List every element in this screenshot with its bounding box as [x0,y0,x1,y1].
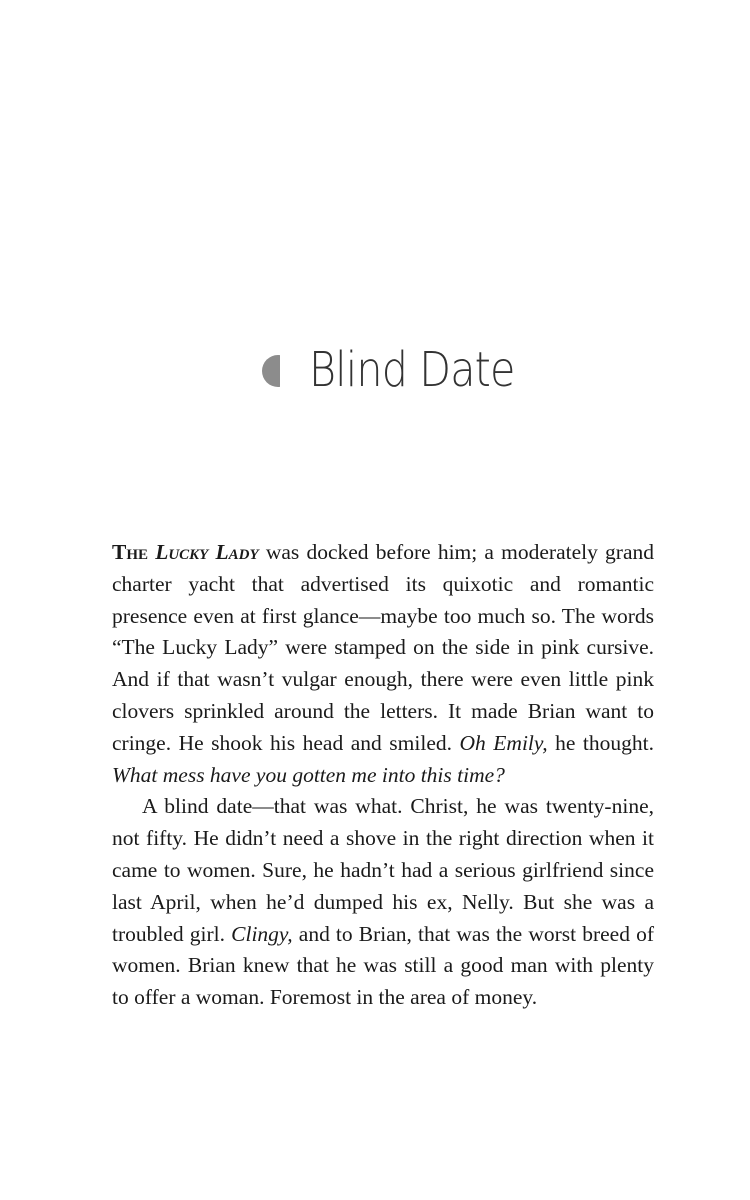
paragraph-2-text-1: A blind date—that was what. Christ, he was twenty-nine, not fifty. He didn’t need a shove in the right direction when it came to women. Sure, he hadn’t had a serious girlfriend since last April, when he’d dumped his ex, Nelly. But she was a troubled girl. [112,794,654,946]
paragraph-1-text-2: he thought. [547,730,654,755]
paragraph-1-italic-2: What mess have you gotten me into this time? [112,762,505,787]
paragraph-2-text-2: and to Brian, that was the worst breed of women. Brian knew that he was still a good man with plenty to offer a woman. Foremost in the area of money. [112,921,654,1010]
paragraph-2-italic-1: Clingy, [231,921,293,946]
chapter-body [112,537,654,1014]
paragraph-2 [112,791,654,1014]
lead-in-word: The [112,540,149,564]
lead-in-ship-name: Lucky Lady [155,540,259,564]
paragraph-1-italic-1: Oh Emily, [459,730,548,755]
chapter-title: Blind Date [309,342,515,398]
paragraph-1 [112,537,654,791]
half-moon-icon [262,355,280,387]
chapter-heading [0,338,750,402]
half-moon-shape [262,355,280,387]
paragraph-1-text-1: was docked before him; a moderately grand charter yacht that advertised its quixotic and romantic presence even at first glance—maybe too much so. The words “The Lucky Lady” were stamped on the side in pink cursive. And if that wasn’t vulgar enough, there were even little pink clovers sprinkled around the letters. It made Brian want to cringe. He shook his head and smiled. [112,540,654,755]
